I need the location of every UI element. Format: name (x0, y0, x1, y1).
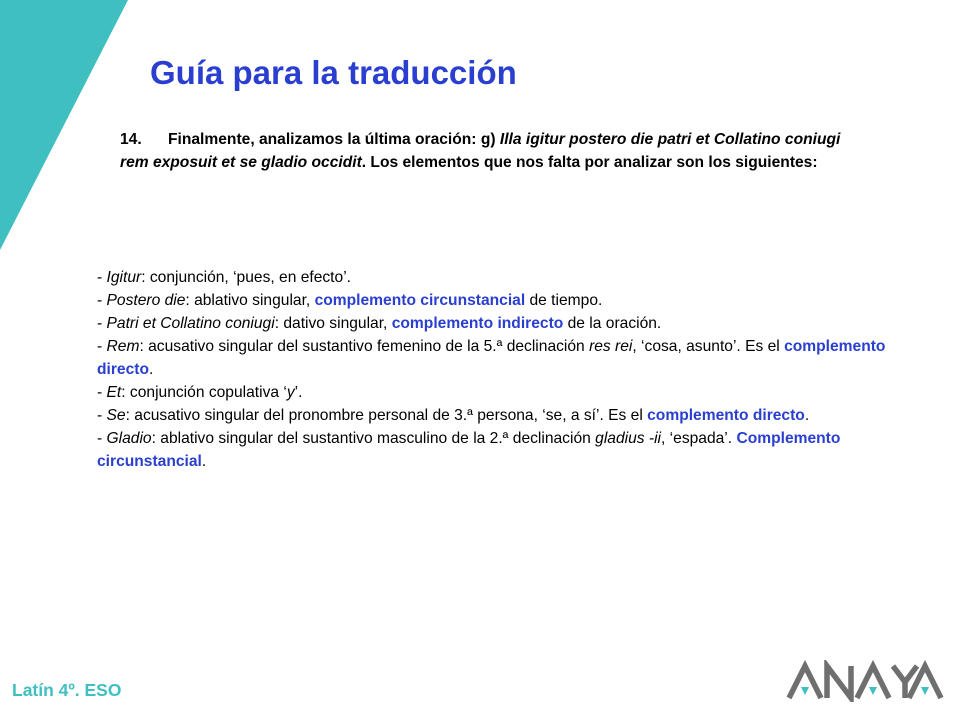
grammar-function: complemento circunstancial (314, 292, 526, 309)
note-text: : acusativo singular del sustantivo femenino de la 5.ª declinación (139, 338, 590, 355)
latin-term: Rem (106, 338, 140, 355)
intro-text-start: Finalmente, analizamos la última oración: g) (168, 131, 500, 148)
note-text: : ablativo singular, (185, 292, 315, 309)
grammar-function: Complemento circunstancial (97, 430, 841, 470)
note-text: , ‘espada’. (661, 430, 737, 447)
note-text: de tiempo. (525, 292, 603, 309)
latin-term: Gladio (106, 430, 152, 447)
grammar-function: complemento directo (647, 407, 805, 424)
note-text: : ablativo singular del sustantivo masculino de la 2.ª declinación (151, 430, 596, 447)
grammar-function: complemento indirecto (391, 315, 564, 332)
note-text: : dativo singular, (274, 315, 392, 332)
latin-word: gladius -ii (595, 430, 662, 447)
latin-word: y (286, 384, 295, 401)
note-text: : acusativo singular del pronombre personal de 3.ª persona, ‘se, a sí’. Es el (125, 407, 648, 424)
note-text: : conjunción copulativa ‘ (121, 384, 287, 401)
analysis-list (97, 266, 887, 473)
note-text: . (149, 361, 154, 378)
item-number: 14. (120, 131, 142, 148)
latin-term: Patri et Collatino coniugi (106, 315, 275, 332)
note-patri: - Patri et Collatino coniugi: dativo singular, complemento indirecto de la oración. (97, 315, 662, 332)
note-et: - Et: conjunción copulativa ‘y’. (97, 384, 303, 401)
note-rem: - Rem: acusativo singular del sustantivo femenino de la 5.ª declinación res rei, ‘cosa, asunto’. Es el complemento directo. (97, 338, 886, 378)
teal-corner-accent (0, 0, 130, 260)
latin-term: Igitur (106, 269, 142, 286)
latin-sentence: Illa igitur postero die patri et Collatino coniugi rem exposuit et se gladio occidit (120, 131, 841, 171)
intro-text-end: . Los elementos que nos falta por analizar son los siguientes: (361, 154, 818, 171)
course-label: Latín 4º. ESO (12, 680, 122, 700)
note-text: : conjunción, ‘pues, en efecto’. (141, 269, 351, 286)
note-se: - Se: acusativo singular del pronombre personal de 3.ª persona, ‘se, a sí’. Es el complemento directo. (97, 407, 810, 424)
note-text: . (201, 453, 207, 470)
note-text: de la oración. (563, 315, 662, 332)
note-gladio: - Gladio: ablativo singular del sustantivo masculino de la 2.ª declinación gladius -ii, ‘espada’. Complemento circunstancial. (97, 430, 841, 470)
page-title: Guía para la traducción (150, 54, 517, 91)
latin-word: res rei (589, 338, 633, 355)
intro-paragraph (120, 128, 865, 174)
note-text: . (804, 407, 810, 424)
grammar-function: complemento directo (97, 338, 886, 378)
anaya-logo (785, 660, 945, 702)
latin-term: Se (106, 407, 126, 424)
note-postero-die: - Postero die: ablativo singular, complemento circunstancial de tiempo. (97, 292, 603, 309)
latin-term: Et (106, 384, 122, 401)
latin-term: Postero die (106, 292, 186, 309)
note-igitur: - Igitur: conjunción, ‘pues, en efecto’. (97, 269, 351, 286)
note-text: ’. (294, 384, 303, 401)
note-text: , ‘cosa, asunto’. Es el (632, 338, 785, 355)
